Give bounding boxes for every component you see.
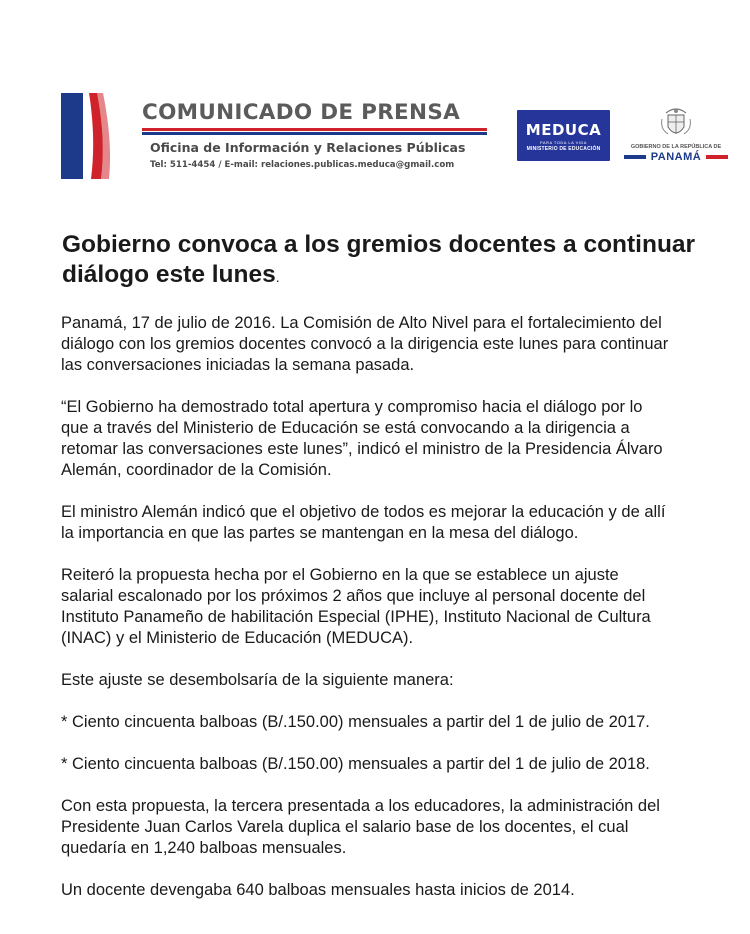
- headline-period: .: [275, 269, 280, 285]
- gobierno-logo-line1: GOBIERNO DE LA REPÚBLICA DE: [630, 144, 722, 150]
- gobierno-bar-blue: [624, 155, 646, 159]
- letterhead: [0, 0, 750, 200]
- headline-text: Gobierno convoca a los gremios docentes a continuar diálogo este lunes: [62, 231, 696, 288]
- flag-logo-icon: [61, 93, 113, 179]
- paragraph-objective: El ministro Alemán indicó que el objetivo de todos es mejorar la educación y de allí la importancia en que las partes se mantengan en la mesa del diálogo.: [61, 503, 666, 542]
- title-rule-red: [142, 128, 487, 131]
- paragraph-disbursement-intro: Este ajuste se desembolsaría de la siguiente manera:: [61, 671, 454, 689]
- paragraph-intro: Panamá, 17 de julio de 2016. La Comisión de Alto Nivel para el fortalecimiento del diálogo con los gremios docentes convocó a la dirigencia este lunes para continuar las conversaciones iniciadas la semana pasada.: [61, 314, 669, 374]
- list-item-2017: * Ciento cincuenta balboas (B/.150.00) mensuales a partir del 1 de julio de 2017.: [61, 713, 650, 731]
- paragraph-salary: Con esta propuesta, la tercera presentada a los educadores, la administración del Presidente Juan Carlos Varela duplica el salario base de los docentes, el cual quedaría en 1,240 balboas mensuales.: [61, 797, 660, 857]
- gobierno-logo-line2: PANAMÁ: [650, 151, 702, 163]
- title-rule-blue: [142, 132, 487, 135]
- gobierno-logo-bars: [624, 155, 728, 159]
- meduca-logo: [517, 110, 610, 161]
- paragraph-proposal: Reiteró la propuesta hecha por el Gobierno en la que se establece un ajuste salarial escalonado por los próximos 2 años que incluye al personal docente del Instituto Panameño de habilitación Especial (IPHE), Instituto Nacional de Cultura (INAC) y el Ministerio de Educación (MEDUCA).: [61, 566, 651, 647]
- gobierno-bar-red: [706, 155, 728, 159]
- gobierno-panama-logo: [624, 107, 728, 167]
- meduca-logo-name: MEDUCA: [525, 121, 602, 139]
- paragraph-quote: “El Gobierno ha demostrado total apertura y compromiso hacia el diálogo por lo que a través del Ministerio de Educación se está convocando a la dirigencia a retomar las conversaciones este lunes”, indicó el ministro de la Presidencia Álvaro Alemán, coordinador de la Comisión.: [61, 398, 663, 479]
- article-headline: [62, 230, 712, 292]
- meduca-logo-tagline: PARA TODA LA VIDA: [540, 140, 587, 145]
- list-item-2018: * Ciento cincuenta balboas (B/.150.00) mensuales a partir del 1 de julio de 2018.: [61, 755, 650, 773]
- coat-of-arms-icon: [658, 107, 694, 141]
- meduca-logo-ministry: MINISTERIO DE EDUCACIÓN: [526, 146, 601, 152]
- paragraph-previous-salary: Un docente devengaba 640 balboas mensuales hasta inicios de 2014.: [61, 881, 575, 899]
- press-release-title: COMUNICADO DE PRENSA: [142, 100, 461, 125]
- contact-info: Tel: 511-4454 / E-mail: relaciones.publicas.meduca@gmail.com: [150, 160, 455, 170]
- office-name: Oficina de Información y Relaciones Públicas: [150, 140, 466, 155]
